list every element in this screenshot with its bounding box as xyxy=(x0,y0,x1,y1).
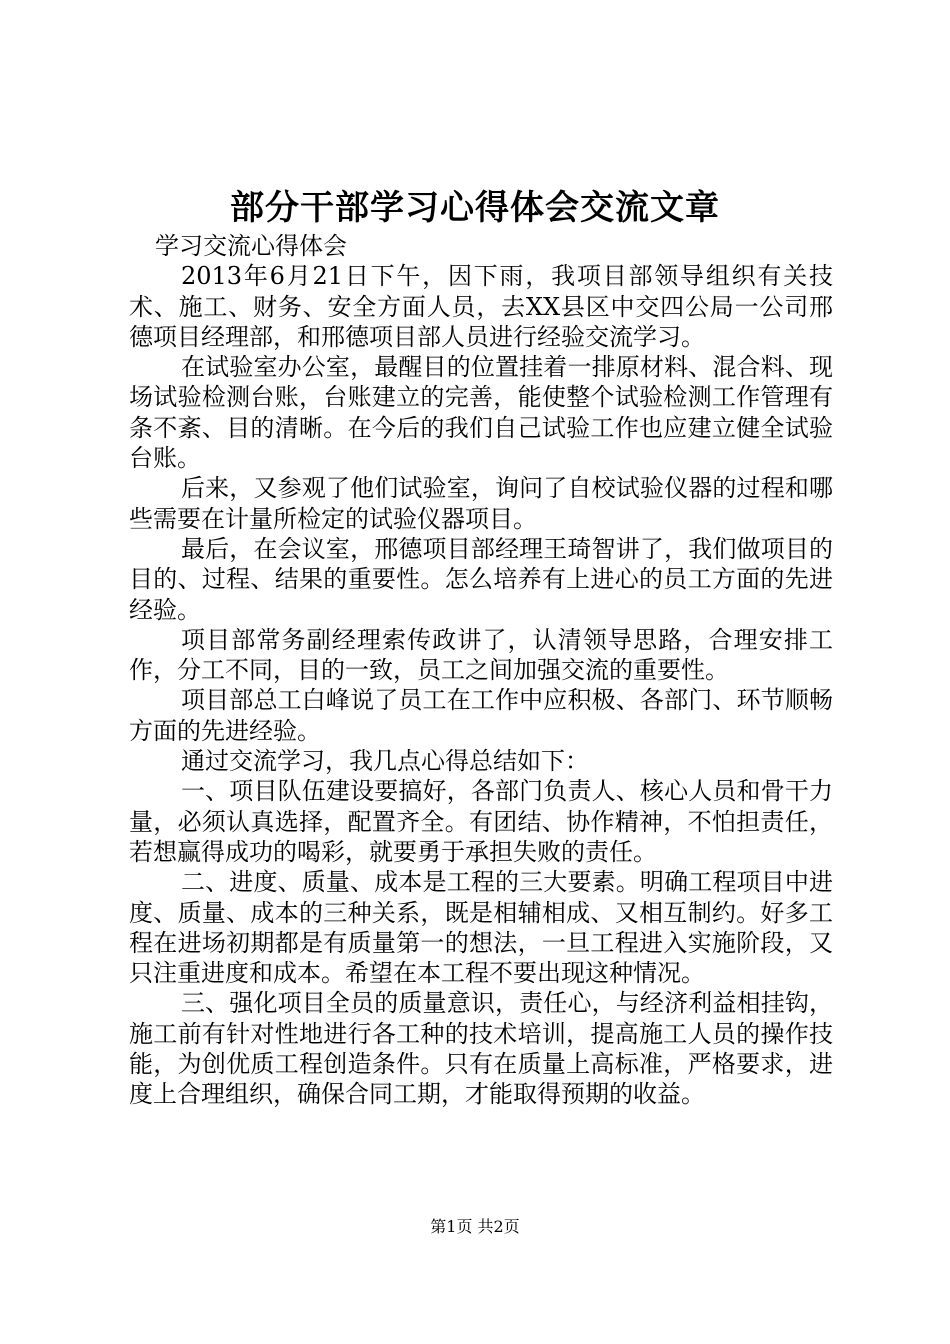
paragraph: 最后，在会议室，邢德项目部经理王琦智讲了，我们做项目的目的、过程、结果的重要性。怎么培养有上进心的员工方面的先进经验。 xyxy=(129,534,833,624)
paragraph: 一、项目队伍建设要搞好，各部门负责人、核心人员和骨干力量，必须认真选择，配置齐全。有团结、协作精神，不怕担责任，若想赢得成功的喝彩，就要勇于承担失败的责任。 xyxy=(129,777,833,866)
paragraph: 三、强化项目全员的质量意识，责任心，与经济利益相挂钩，施工前有针对性地进行各工种的技术培训，提高施工人员的操作技能，为创优质工程创造条件。只有在质量上高标准，严格要求，进度上合理组织，确保合同工期，才能取得预期的收益。 xyxy=(129,989,833,1109)
page-number-footer: 第1页 共2页 xyxy=(430,1217,520,1236)
document-title: 部分干部学习心得体会交流文章 xyxy=(230,188,720,228)
paragraph: 通过交流学习，我几点心得总结如下： xyxy=(181,747,589,776)
paragraph: 2013年6月21日下午，因下雨，我项目部领导组织有关技术、施工、财务、安全方面人员，去XX县区中交四公局一公司邢德项目经理部，和邢德项目部人员进行经验交流学习。 xyxy=(129,262,833,351)
document-body xyxy=(129,231,833,1110)
paragraph: 后来，又参观了他们试验室，询问了自校试验仪器的过程和哪些需要在计量所检定的试验仪器项目。 xyxy=(129,474,833,533)
paragraph: 项目部常务副经理索传政讲了，认清领导思路，合理安排工作，分工不同，目的一致，员工之间加强交流的重要性。 xyxy=(129,625,833,685)
paragraph: 项目部总工白峰说了员工在工作中应积极、各部门、环节顺畅方面的先进经验。 xyxy=(129,686,833,745)
document-subtitle: 学习交流心得体会 xyxy=(155,232,347,260)
paragraph: 在试验室办公室，最醒目的位置挂着一排原材料、混合料、现场试验检测台账，台账建立的完善，能使整个试验检测工作管理有条不紊、目的清晰。在今后的我们自己试验工作也应建立健全试验台账。 xyxy=(129,353,833,473)
paragraph: 二、进度、质量、成本是工程的三大要素。明确工程项目中进度、质量、成本的三种关系，既是相辅相成、又相互制约。好多工程在进场初期都是有质量第一的想法，一旦工程进入实施阶段，又只注重进度和成本。希望在本工程不要出现这种情况。 xyxy=(129,868,833,988)
